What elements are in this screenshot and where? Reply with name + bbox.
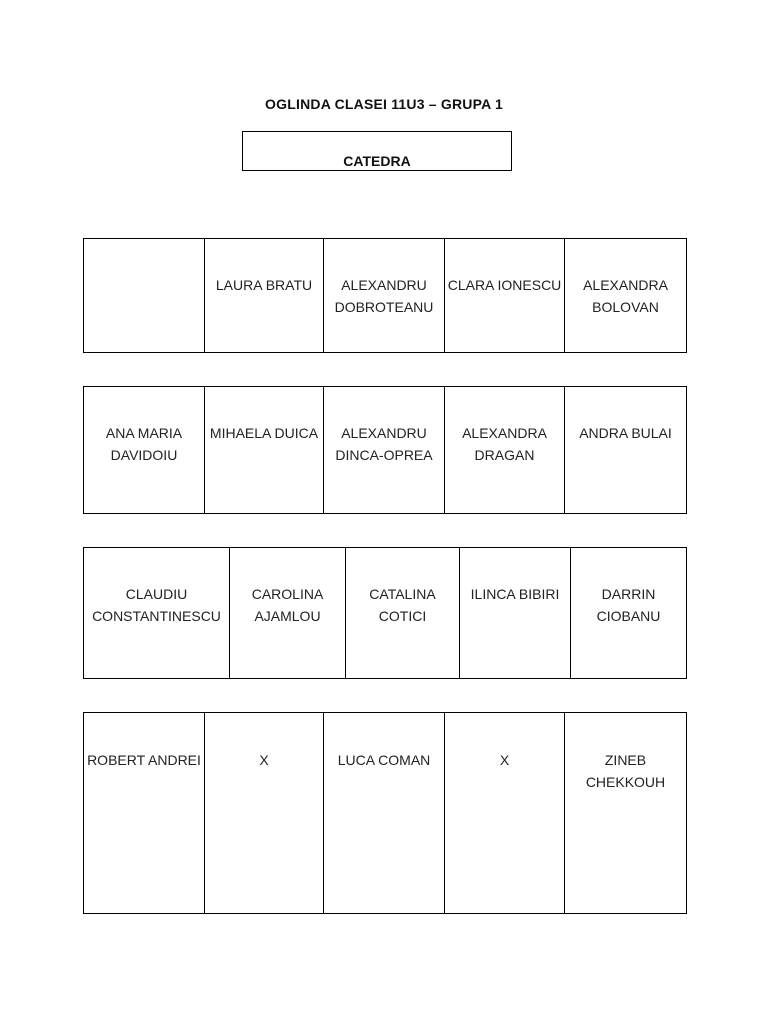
seat-cell: CLAUDIU CONSTANTINESCU (84, 548, 230, 679)
seat-row-2 (83, 386, 687, 514)
teacher-desk: CATEDRA (242, 131, 512, 171)
seat-cell: CLARA IONESCU (445, 239, 565, 353)
seat-cell: ILINCA BIBIRI (460, 548, 571, 679)
seat-cell: ALEXANDRU DOBROTEANU (324, 239, 445, 353)
seat-cell: DARRIN CIOBANU (571, 548, 687, 679)
page-title: OGLINDA CLASEI 11U3 – GRUPA 1 (265, 96, 503, 112)
seat-row-4 (83, 712, 687, 914)
seat-row-1 (83, 238, 687, 353)
seat-cell: MIHAELA DUICA (205, 387, 324, 514)
seat-cell: ROBERT ANDREI (84, 713, 205, 914)
seat-cell: LAURA BRATU (205, 239, 324, 353)
seat-cell (84, 239, 205, 353)
seat-cell: X (205, 713, 324, 914)
seat-cell: X (445, 713, 565, 914)
seat-row-3 (83, 547, 687, 679)
seat-cell: ALEXANDRA DRAGAN (445, 387, 565, 514)
seat-cell: CATALINA COTICI (346, 548, 460, 679)
seat-cell: ANDRA BULAI (565, 387, 687, 514)
seat-cell: ALEXANDRU DINCA-OPREA (324, 387, 445, 514)
seat-cell: ALEXANDRA BOLOVAN (565, 239, 687, 353)
seat-cell: ANA MARIA DAVIDOIU (84, 387, 205, 514)
seat-cell: ZINEB CHEKKOUH (565, 713, 687, 914)
seat-cell: LUCA COMAN (324, 713, 445, 914)
seat-cell: CAROLINA AJAMLOU (230, 548, 346, 679)
